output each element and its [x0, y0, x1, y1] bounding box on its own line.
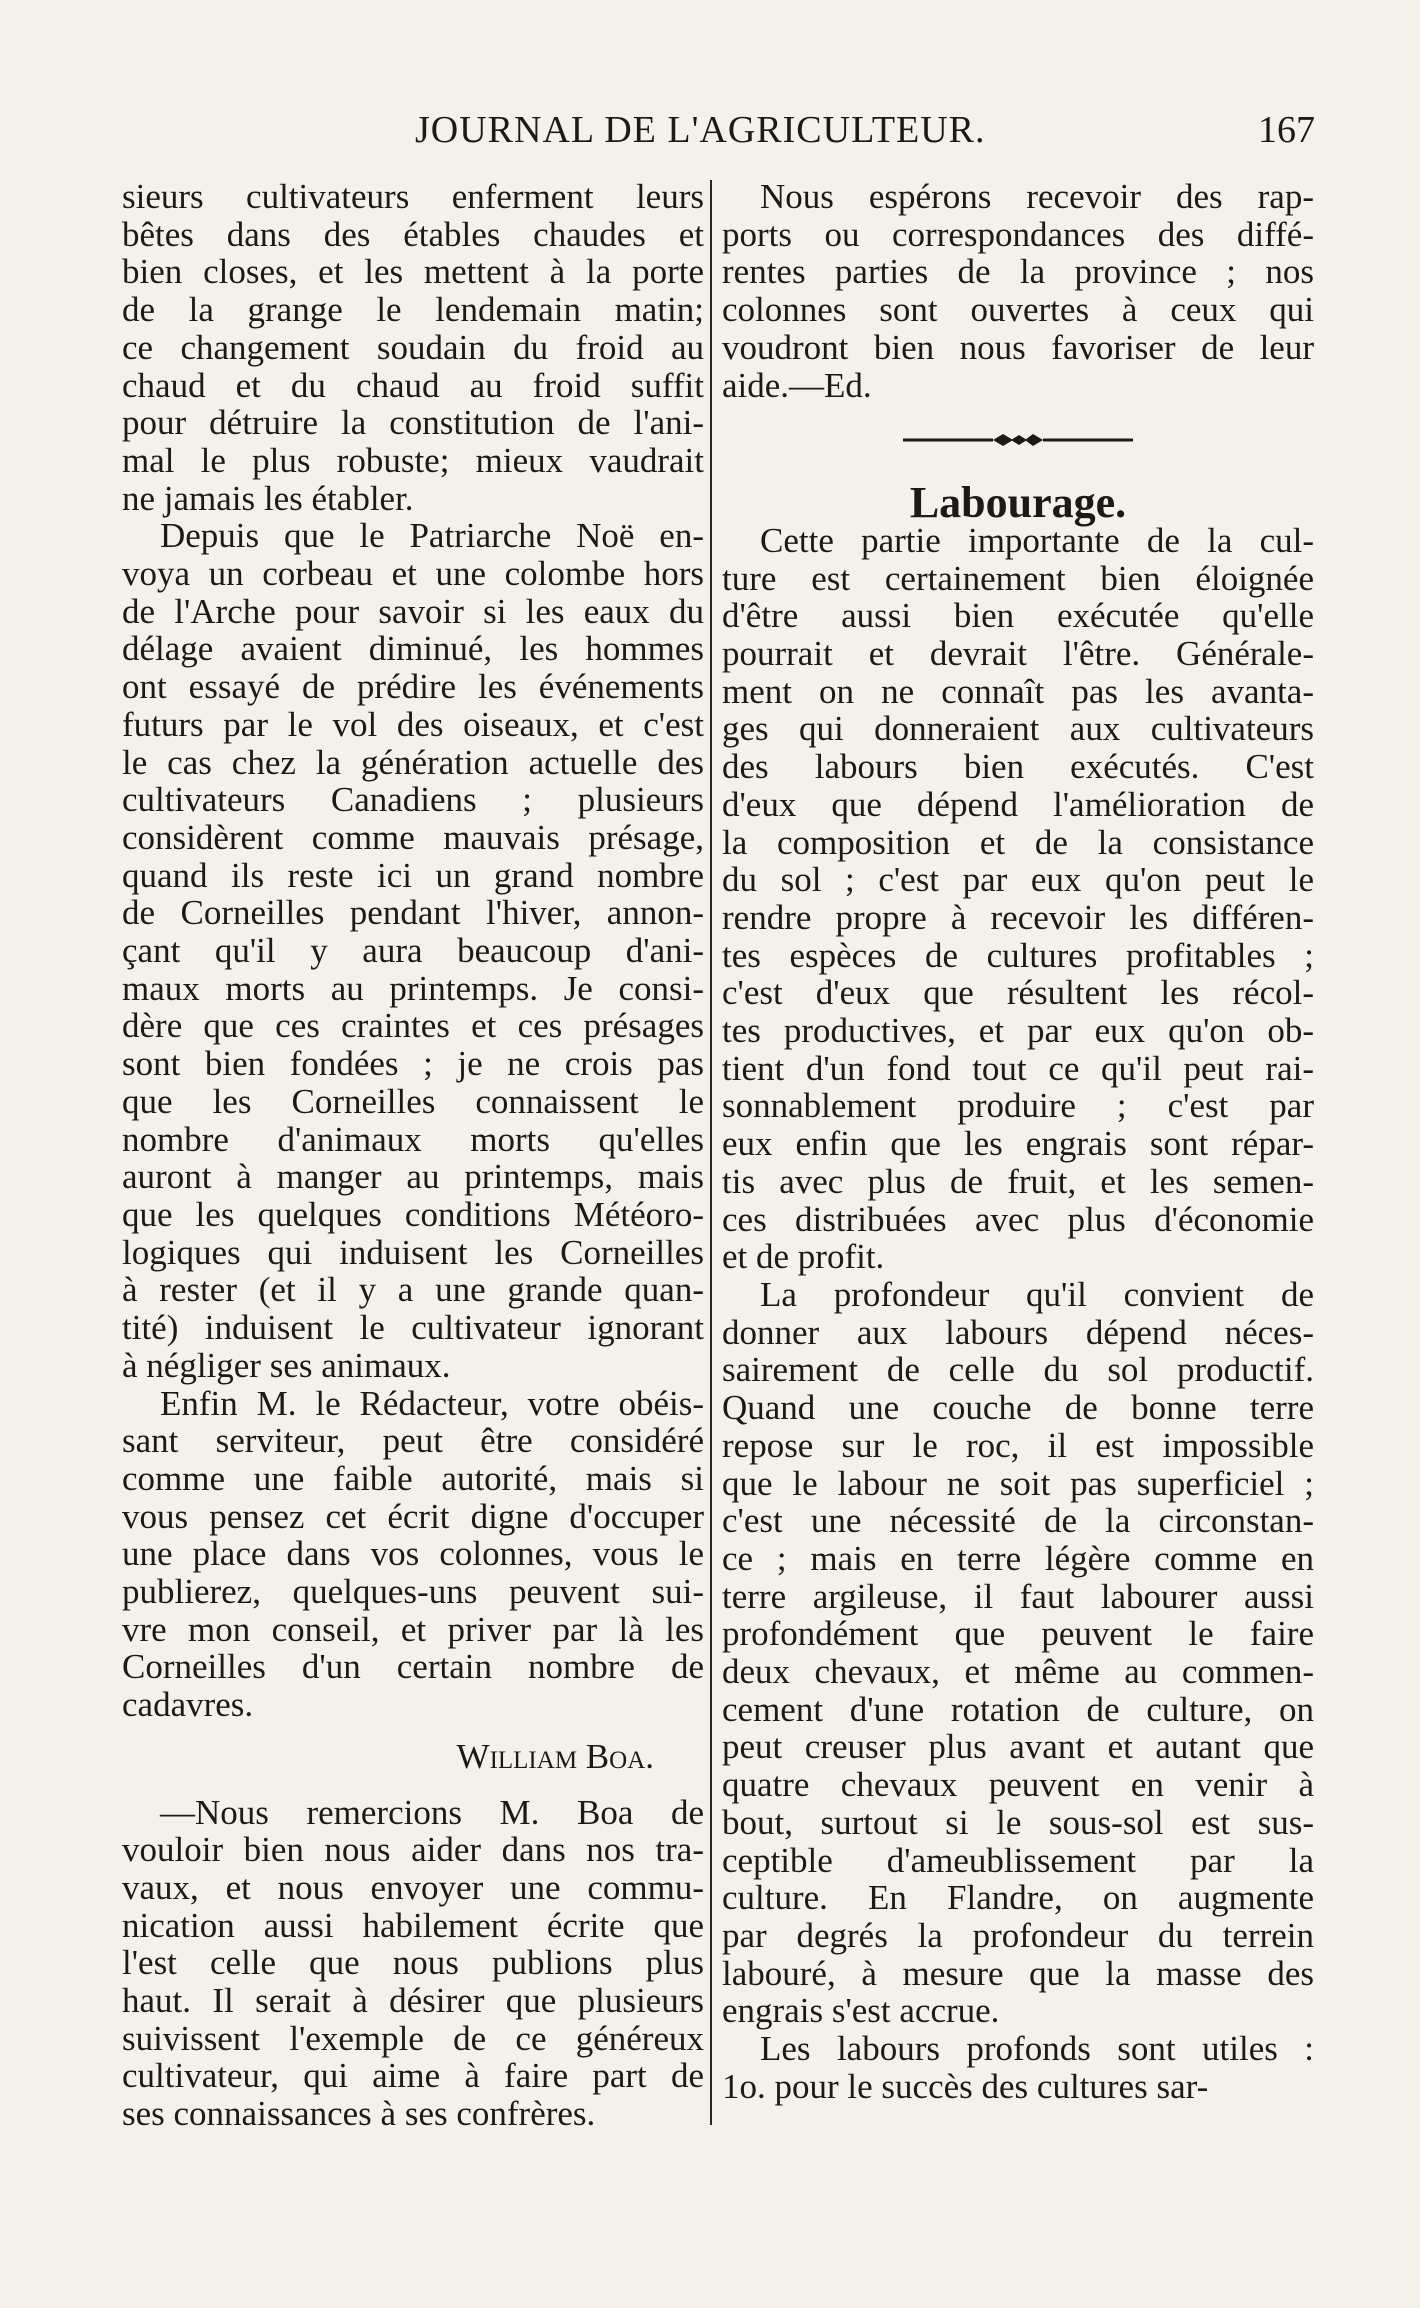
text-line: que les Corneilles connaissent le: [122, 1081, 704, 1121]
text-line: eux enfin que les engrais sont répar-: [722, 1124, 1314, 1164]
text-line: que le labour ne soit pas superficiel ;: [722, 1463, 1314, 1503]
text-line: ports ou correspondances des diffé-: [722, 214, 1314, 254]
text-line: Quand une couche de bonne terre: [722, 1388, 1314, 1428]
text-line: de Corneilles pendant l'hiver, annon-: [122, 893, 704, 933]
text-line: c'est une nécessité de la circonstan-: [722, 1501, 1314, 1541]
text-line: sieurs cultivateurs enferment leurs: [122, 177, 704, 216]
text-line: terre argileuse, il faut labourer aussi: [722, 1576, 1314, 1616]
text-line: à rester (et il y a une grande quan-: [122, 1270, 704, 1310]
text-line: rendre propre à recevoir les différen-: [722, 897, 1314, 937]
paragraph-patriarche: [122, 517, 704, 1384]
right-column: [722, 178, 1314, 2105]
paragraph-cultivateurs: [122, 178, 704, 517]
text-line: ment on ne connaît pas les avanta-: [722, 671, 1314, 711]
text-line: cement d'une rotation de culture, on: [722, 1689, 1314, 1729]
text-line: repose sur le roc, il est impossible: [722, 1425, 1314, 1465]
text-line: çant qu'il y aura beaucoup d'ani-: [122, 931, 704, 971]
text-line: à négliger ses animaux.: [122, 1345, 451, 1385]
paragraph-labours-profonds: [722, 2030, 1314, 2105]
text-line: ne jamais les établer.: [122, 478, 414, 518]
paragraph-rapports: [722, 178, 1314, 404]
text-line: d'être aussi bien exécutée qu'elle: [722, 596, 1314, 636]
text-line: ces distribuées avec plus d'économie: [722, 1199, 1314, 1239]
text-line: logiques qui induisent les Corneilles: [122, 1232, 704, 1272]
text-line: tes espèces de cultures profitables ;: [722, 935, 1314, 975]
text-line: donner aux labours dépend néces-: [722, 1312, 1314, 1352]
signature: William Boa.: [456, 1736, 654, 1776]
text-line: labouré, à mesure que la masse des: [722, 1953, 1314, 1993]
text-line: voya un corbeau et une colombe hors: [122, 554, 704, 594]
page-header: [115, 108, 1315, 158]
text-line: vaux, et nous envoyer une commu-: [122, 1867, 704, 1907]
text-line: Cette partie importante de la cul-: [760, 520, 1314, 560]
text-line: tient d'un fond tout ce qu'il peut rai-: [722, 1048, 1314, 1088]
paragraph-remerciement: [122, 1794, 704, 2133]
text-line: bien closes, et les mettent à la porte: [122, 252, 704, 292]
text-line: ceptible d'ameublissement par la: [722, 1840, 1314, 1880]
text-line: tité) induisent le cultivateur ignorant: [122, 1308, 704, 1348]
section-title-labourage: Labourage.: [909, 478, 1127, 528]
text-line: ges qui donneraient aux cultivateurs: [722, 709, 1314, 749]
text-line: aide.—Ed.: [722, 365, 872, 405]
text-line: Corneilles d'un certain nombre de: [122, 1647, 704, 1687]
text-line: maux morts au printemps. Je consi-: [122, 968, 704, 1008]
text-line: vre mon conseil, et priver par là les: [122, 1609, 704, 1649]
text-line: cultivateurs Canadiens ; plusieurs: [122, 780, 704, 820]
text-line: par degrés la profondeur du terrein: [722, 1915, 1314, 1955]
text-line: c'est d'eux que résultent les récol-: [722, 973, 1314, 1013]
text-line: bêtes dans des étables chaudes et: [122, 214, 704, 254]
text-line: Enfin M. le Rédacteur, votre obéis-: [160, 1383, 704, 1423]
left-column: [122, 178, 704, 2133]
text-line: culture. En Flandre, on augmente: [722, 1878, 1314, 1918]
text-line: cadavres.: [122, 1685, 254, 1725]
text-line: Nous espérons recevoir des rap-: [760, 177, 1314, 216]
page-number: 167: [1258, 109, 1315, 151]
text-line: sant serviteur, peut être considéré: [122, 1421, 704, 1461]
journal-title: JOURNAL DE L'AGRICULTEUR.: [415, 109, 986, 151]
text-line: sont bien fondées ; je ne crois pas: [122, 1044, 704, 1084]
text-line: ses connaissances à ses confrères.: [122, 2094, 596, 2134]
text-line: l'est celle que nous publions plus: [122, 1943, 704, 1983]
text-line: sairement de celle du sol productif.: [722, 1350, 1314, 1390]
text-line: une place dans vos colonnes, vous le: [122, 1534, 704, 1574]
text-line: cultivateur, qui aime à faire part de: [122, 2056, 704, 2096]
text-line: pourrait et devrait l'être. Générale-: [722, 634, 1314, 674]
text-line: 1o. pour le succès des cultures sar-: [722, 2066, 1209, 2106]
text-line: vous pensez cet écrit digne d'occuper: [122, 1496, 704, 1536]
text-line: quand ils reste ici un grand nombre: [122, 855, 704, 895]
paragraph-culture: [722, 522, 1314, 1276]
text-line: pour détruire la constitution de l'ani-: [122, 403, 704, 443]
text-line: sonnablement produire ; c'est par: [722, 1086, 1314, 1126]
paragraph-profondeur: [722, 1276, 1314, 2030]
text-line: des labours bien exécutés. C'est: [722, 747, 1314, 787]
text-line: du sol ; c'est par eux qu'on peut le: [722, 860, 1314, 900]
text-line: peut creuser plus avant et autant que: [722, 1727, 1314, 1767]
text-line: futurs par le vol des oiseaux, et c'est: [122, 704, 704, 744]
column-divider: [710, 180, 712, 2125]
text-line: colonnes sont ouvertes à ceux qui: [722, 290, 1314, 330]
text-line: que les quelques conditions Météoro-: [122, 1194, 704, 1234]
text-line: nication aussi habilement écrite que: [122, 1905, 704, 1945]
text-line: publierez, quelques-uns peuvent sui-: [122, 1572, 704, 1612]
text-line: vouloir bien nous aider dans nos tra-: [122, 1830, 704, 1870]
text-line: Les labours profonds sont utiles :: [760, 2029, 1314, 2069]
paragraph-redacteur: [122, 1385, 704, 1724]
text-line: considèrent comme mauvais présage,: [122, 817, 704, 857]
text-line: chaud et du chaud au froid suffit: [122, 365, 704, 405]
ornament-divider: [903, 430, 1133, 450]
text-line: auront à manger au printemps, mais: [122, 1157, 704, 1197]
text-line: voudront bien nous favoriser de leur: [722, 327, 1314, 367]
text-line: deux chevaux, et même au commen-: [722, 1652, 1314, 1692]
text-line: Depuis que le Patriarche Noë en-: [160, 516, 704, 556]
text-line: ce changement soudain du froid au: [122, 327, 704, 367]
text-line: ture est certainement bien éloignée: [722, 558, 1314, 598]
text-line: ont essayé de prédire les événements: [122, 667, 704, 707]
text-line: dère que ces craintes et ces présages: [122, 1006, 704, 1046]
text-line: d'eux que dépend l'amélioration de: [722, 784, 1314, 824]
text-line: la composition et de la consistance: [722, 822, 1314, 862]
text-line: quatre chevaux peuvent en venir à: [722, 1765, 1314, 1805]
text-line: profondément que peuvent le faire: [722, 1614, 1314, 1654]
text-line: bout, surtout si le sous-sol est sus-: [722, 1802, 1314, 1842]
text-line: tis avec plus de fruit, et les semen-: [722, 1161, 1314, 1201]
text-line: rentes parties de la province ; nos: [722, 252, 1314, 292]
text-line: le cas chez la génération actuelle des: [122, 742, 704, 782]
text-line: haut. Il serait à désirer que plusieurs: [122, 1981, 704, 2021]
text-line: de l'Arche pour savoir si les eaux du: [122, 591, 704, 631]
text-line: mal le plus robuste; mieux vaudrait: [122, 440, 704, 480]
text-line: —Nous remercions M. Boa de: [160, 1792, 704, 1832]
text-line: ce ; mais en terre légère comme en: [722, 1538, 1314, 1578]
text-line: nombre d'animaux morts qu'elles: [122, 1119, 704, 1159]
text-line: tes productives, et par eux qu'on ob-: [722, 1011, 1314, 1051]
text-line: de la grange le lendemain matin;: [122, 290, 704, 330]
text-line: et de profit.: [722, 1237, 885, 1277]
text-line: La profondeur qu'il convient de: [760, 1274, 1314, 1314]
text-line: délage avaient diminué, les hommes: [122, 629, 704, 669]
text-line: comme une faible autorité, mais si: [122, 1458, 704, 1498]
text-line: suivissent l'exemple de ce généreux: [122, 2018, 704, 2058]
text-line: engrais s'est accrue.: [722, 1991, 1000, 2031]
